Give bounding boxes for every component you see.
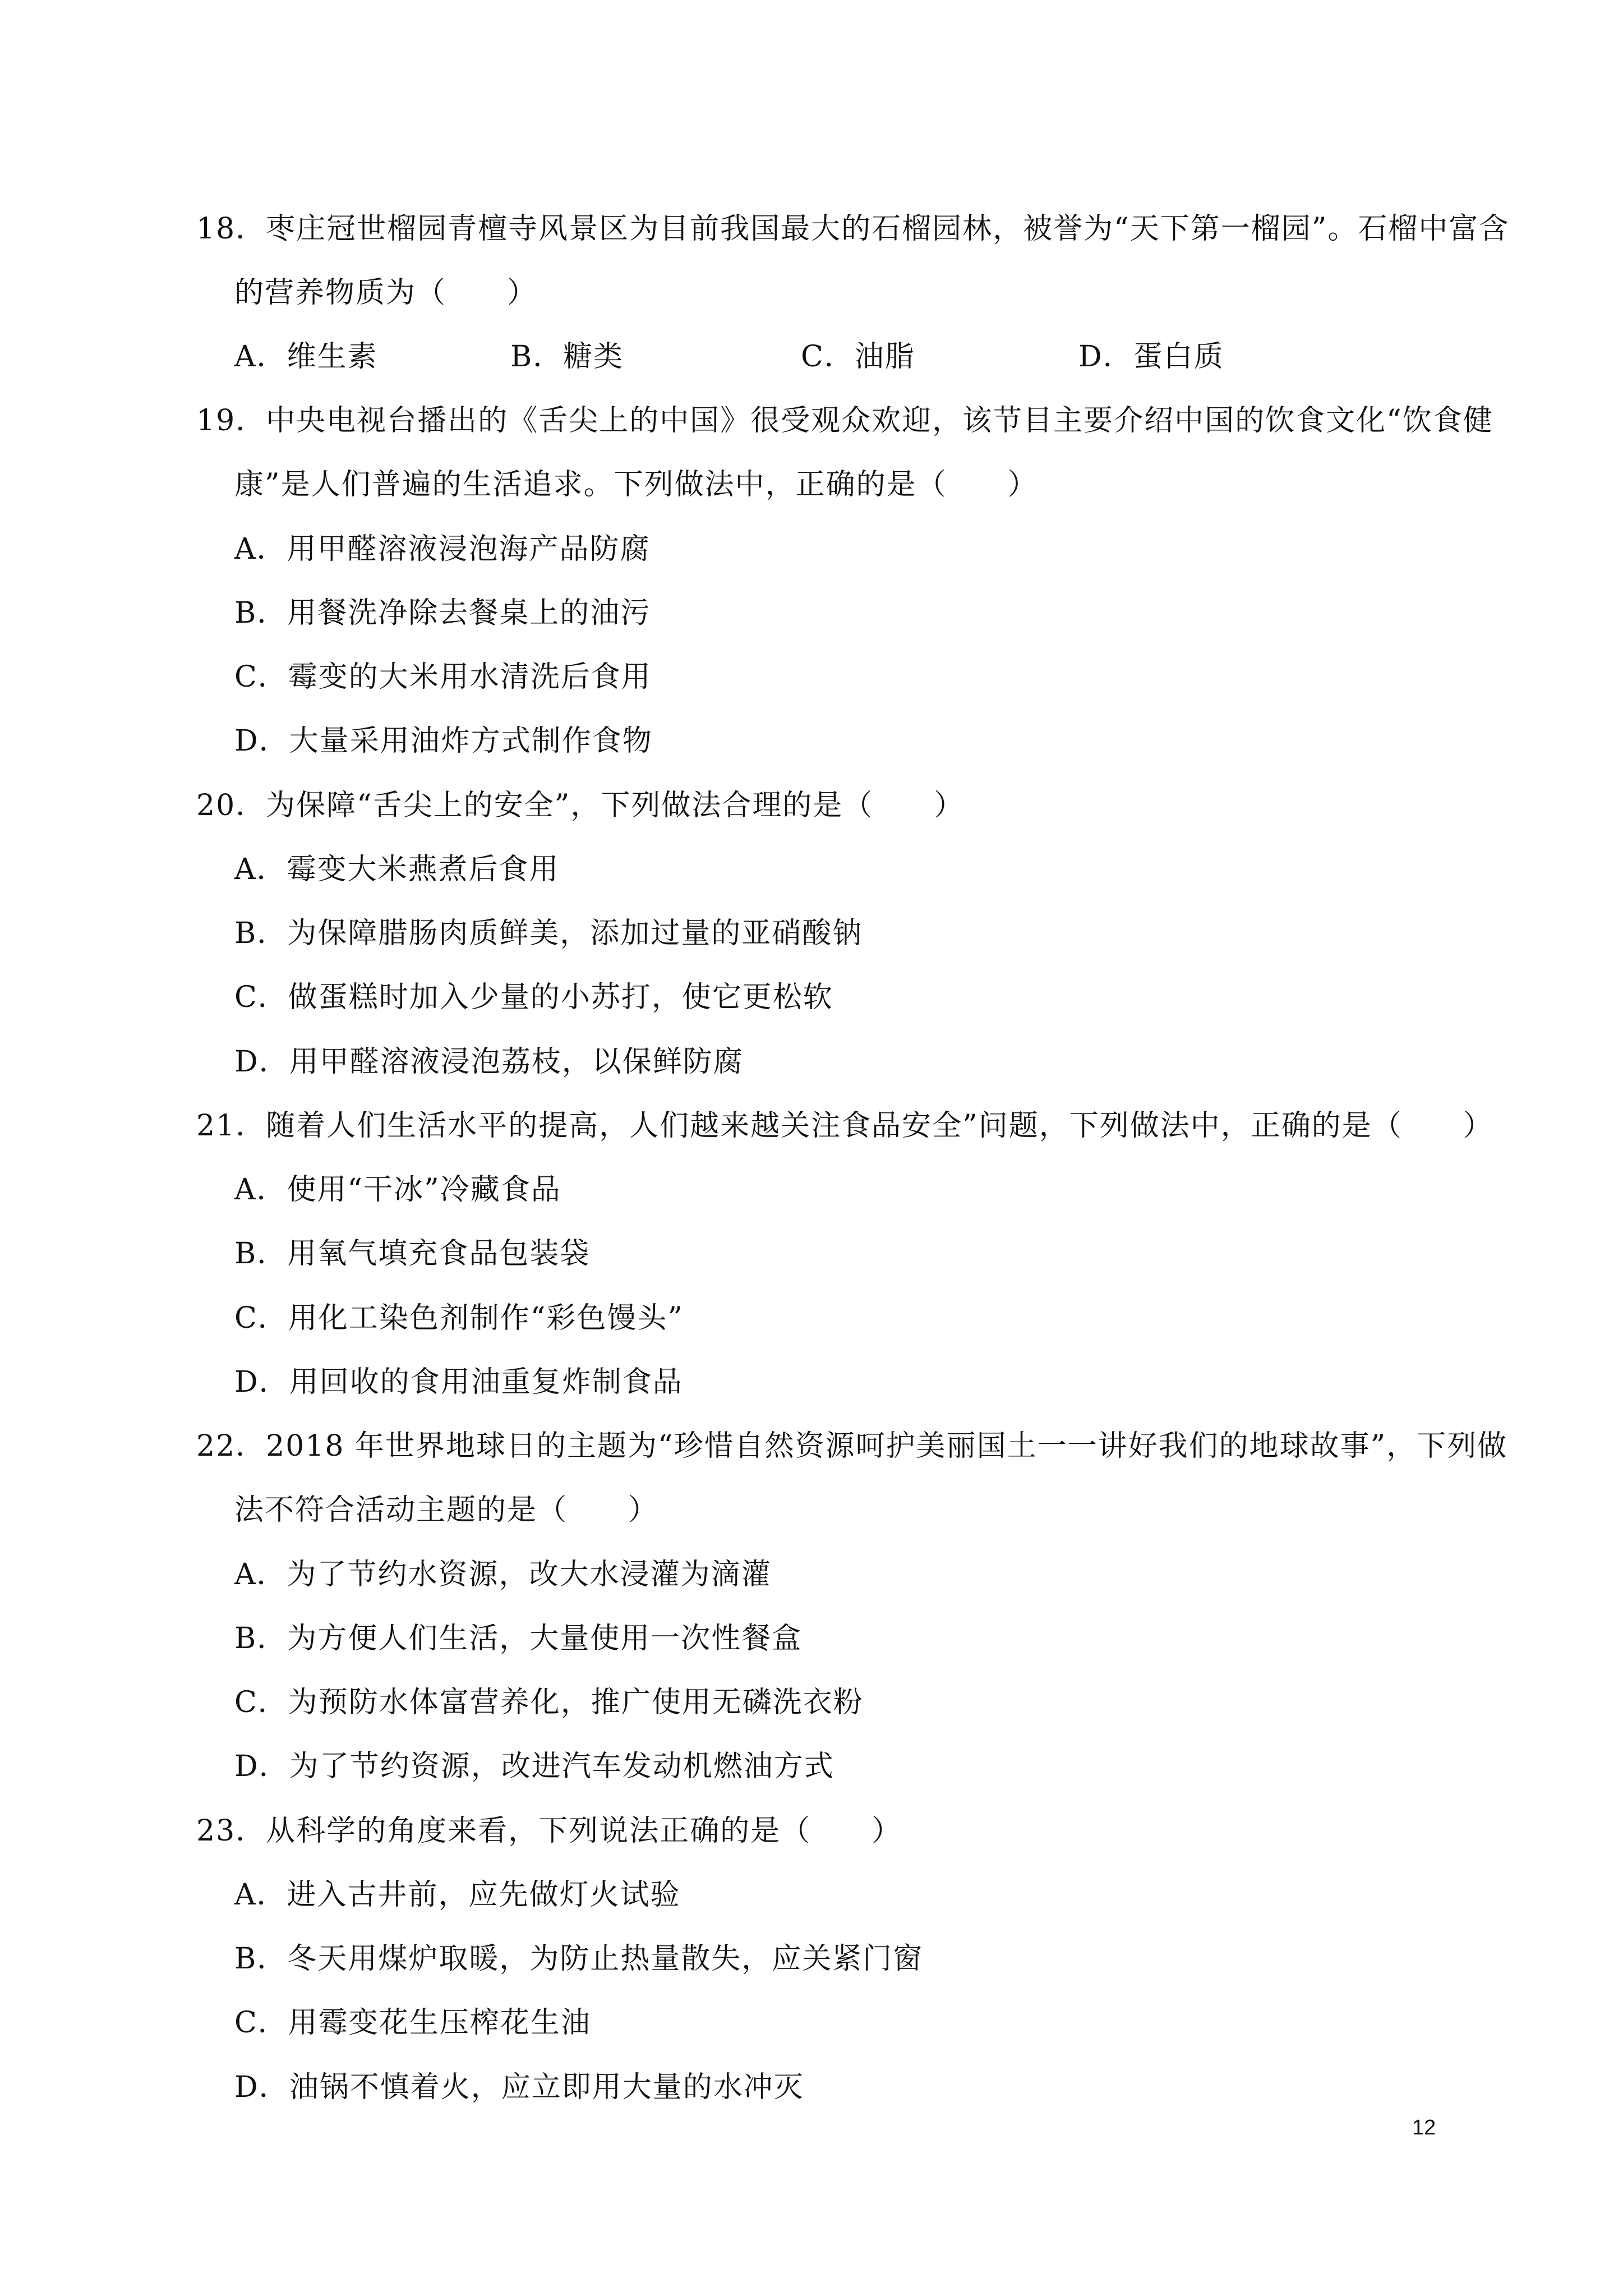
question-19-option-a: A．用甲醛溶液浸泡海产品防腐: [234, 532, 651, 566]
question-20-option-b: B．为保障腊肠肉质鲜美，添加过量的亚硝酸钠: [234, 917, 863, 950]
question-18-line-1: 18．枣庄冠世榴园青檀寺风景区为目前我国最大的石榴园林，被誉为“天下第一榴园”。石榴中富含: [196, 212, 1510, 246]
question-19-option-d: D．大量采用油炸方式制作食物: [234, 724, 653, 758]
question-19-line-1: 19．中央电视台播出的《舌尖上的中国》很受观众欢迎，该节目主要介绍中国的饮食文化“饮食健: [196, 404, 1493, 438]
question-19-option-b: B．用餐洗净除去餐桌上的油污: [234, 596, 651, 630]
question-19-line-2: 康”是人们普遍的生活追求。下列做法中，正确的是（ ）: [234, 468, 1038, 501]
question-23-option-c: C．用霉变花生压榨花生油: [234, 2006, 591, 2040]
question-18-line-2: 的营养物质为（ ）: [234, 276, 538, 310]
question-21-option-d: D．用回收的食用油重复炸制食品: [234, 1365, 683, 1399]
question-22-option-d: D．为了节约资源，改进汽车发动机燃油方式: [234, 1750, 834, 1783]
question-20-line-1: 20．为保障“舌尖上的安全”，下列做法合理的是（ ）: [196, 789, 965, 822]
question-20-option-d: D．用甲醛溶液浸泡荔枝，以保鲜防腐: [234, 1045, 744, 1079]
question-23-option-a: A．进入古井前，应先做灯火试验: [234, 1878, 681, 1912]
question-18-option-a: A．维生素: [234, 340, 378, 374]
question-21-option-b: B．用氧气填充食品包装袋: [234, 1237, 591, 1271]
question-18-option-b: B．糖类: [510, 340, 624, 374]
question-23-line-1: 23．从科学的角度来看，下列说法正确的是（ ）: [196, 1814, 902, 1848]
question-19-option-c: C．霉变的大米用水清洗后食用: [234, 660, 652, 694]
page-number: 12: [1412, 2116, 1436, 2139]
question-22-line-1: 22．2018 年世界地球日的主题为“珍惜自然资源呵护美丽国土一一讲好我们的地球故事”，下列做: [196, 1429, 1508, 1463]
question-22-line-2: 法不符合活动主题的是（ ）: [234, 1493, 659, 1527]
question-23-option-d: D．油锅不慎着火，应立即用大量的水冲灭: [234, 2070, 804, 2104]
question-20-option-a: A．霉变大米燕煮后食用: [234, 853, 560, 886]
question-22-option-a: A．为了节约水资源，改大水浸灌为滴灌: [234, 1558, 772, 1591]
question-20-option-c: C．做蛋糕时加入少量的小苏打，使它更松软: [234, 981, 833, 1014]
question-22-option-b: B．为方便人们生活，大量使用一次性餐盒: [234, 1622, 803, 1655]
question-18-option-c: C．油脂: [801, 340, 915, 374]
question-21-line-1: 21．随着人们生活水平的提高，人们越来越关注食品安全”问题，下列做法中，正确的是（ ）: [196, 1109, 1493, 1143]
question-21-option-a: A．使用“干冰”冷藏食品: [234, 1173, 561, 1207]
question-22-option-c: C．为预防水体富营养化，推广使用无磷洗衣粉: [234, 1686, 864, 1719]
question-23-option-b: B．冬天用煤炉取暖，为防止热量散失，应关紧门窗: [234, 1942, 924, 1976]
question-21-option-c: C．用化工染色剂制作“彩色馒头”: [234, 1301, 684, 1335]
question-18-option-d: D．蛋白质: [1078, 340, 1224, 374]
